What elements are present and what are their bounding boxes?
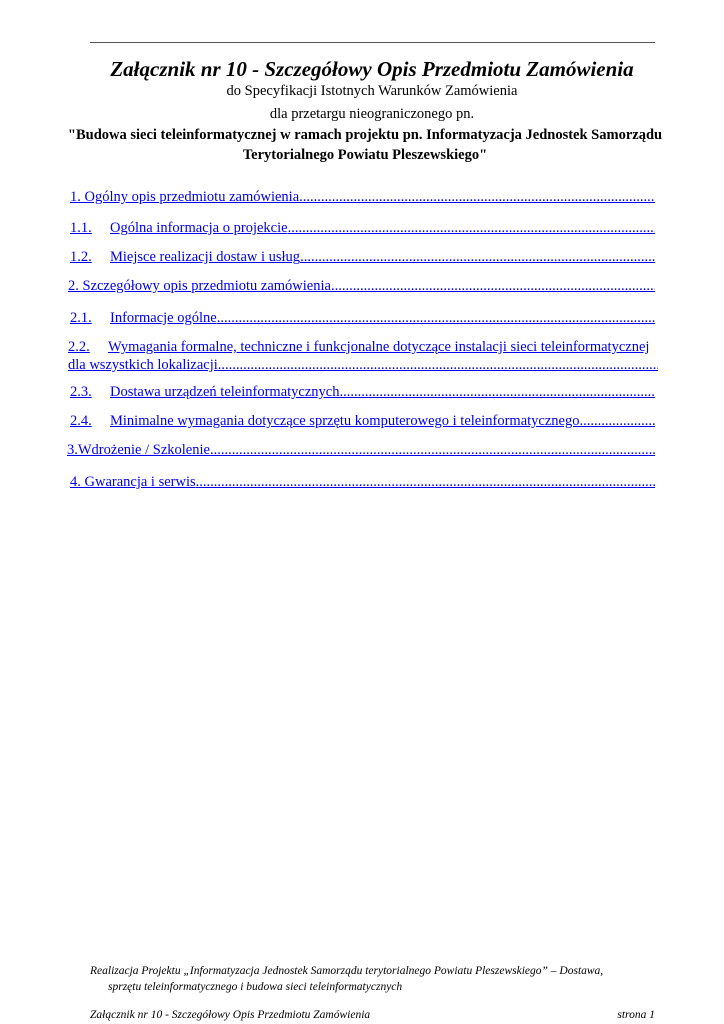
toc-link-number: 2.2. <box>68 339 90 355</box>
toc-link-label: Ogólna informacja o projekcie <box>110 220 288 236</box>
page-footer <box>90 1008 655 1022</box>
toc-link-number: 1.2. <box>70 249 92 265</box>
toc-link-label: Minimalne wymagania dotyczące sprzętu komputerowego i teleinformatycznego <box>110 413 580 429</box>
project-name-line-1: "Budowa sieci teleinformatycznej w ramach projektu pn. Informatyzacja Jednostek Samorządu <box>67 127 663 143</box>
footer-note-line-2: sprzętu teleinformatycznego i budowa sieci teleinformatycznych <box>108 981 403 993</box>
footer-document-name: Załącznik nr 10 - Szczegółowy Opis Przedmiotu Zamówienia <box>90 1009 371 1021</box>
toc-link-label-continued: dla wszystkich lokalizacji <box>68 357 218 373</box>
toc-link-section-2-4[interactable] <box>70 412 655 430</box>
project-name-line-2: Terytorialnego Powiatu Pleszewskiego" <box>242 147 488 163</box>
toc-link-section-1[interactable] <box>70 188 655 206</box>
toc-link-section-2-1[interactable] <box>70 309 655 327</box>
toc-link-label: 1. Ogólny opis przedmiotu zamówienia <box>70 189 300 205</box>
toc-link-section-2-2[interactable] <box>68 338 658 374</box>
toc-link-section-1-2[interactable] <box>70 248 655 266</box>
footer-note-line-1: Realizacja Projektu „Informatyzacja Jednostek Samorządu terytorialnego Powiatu Pleszewskiego” – Dostawa, <box>90 965 604 977</box>
toc-link-section-3[interactable] <box>67 441 655 459</box>
page-number: strona 1 <box>617 1009 655 1021</box>
toc-link-number: 1.1. <box>70 220 92 236</box>
tender-type: dla przetargu nieograniczonego pn. <box>269 106 475 122</box>
header-rule <box>90 42 655 43</box>
toc-link-section-2[interactable] <box>68 277 655 295</box>
toc-link-number: 2.4. <box>70 413 92 429</box>
document-subtitle: do Specyfikacji Istotnych Warunków Zamówienia <box>226 83 518 99</box>
toc-link-label: 2. Szczegółowy opis przedmiotu zamówienia <box>68 278 331 294</box>
toc-link-label: Miejsce realizacji dostaw i usług <box>110 249 301 265</box>
footer-project-note <box>90 963 655 995</box>
toc-link-section-4[interactable] <box>70 473 655 491</box>
project-name <box>60 125 670 165</box>
toc-link-section-1-1[interactable] <box>70 219 655 237</box>
toc-link-section-2-3[interactable] <box>70 383 655 401</box>
toc-link-label: 4. Gwarancja i serwis <box>70 474 196 490</box>
toc-link-label: 3.Wdrożenie / Szkolenie <box>67 442 210 458</box>
toc-link-label: Informacje ogólne <box>110 310 217 326</box>
toc-link-label: Dostawa urządzeń teleinformatycznych <box>110 384 340 400</box>
toc-link-label: Wymagania formalne, techniczne i funkcjonalne dotyczące instalacji sieci teleinformatycznej <box>108 339 650 355</box>
document-title: Załącznik nr 10 - Szczegółowy Opis Przedmiotu Zamówienia <box>110 57 634 81</box>
toc-link-number: 2.1. <box>70 310 92 326</box>
toc-link-number: 2.3. <box>70 384 92 400</box>
